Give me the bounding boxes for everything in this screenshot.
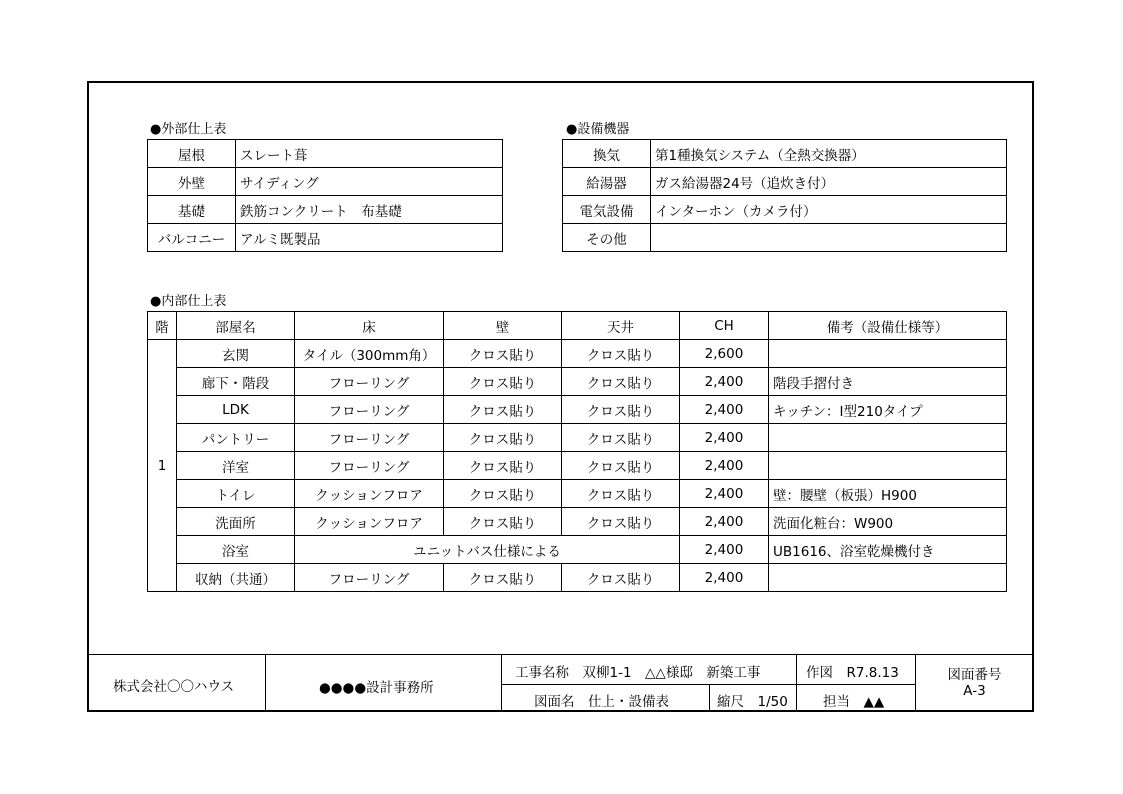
exterior-row xyxy=(148,140,503,168)
interior-row xyxy=(148,536,1007,564)
exterior-spec: 鉄筋コンクリート 布基礎 xyxy=(236,196,503,224)
title-block xyxy=(87,654,1034,712)
interior-header: 天井 xyxy=(562,312,680,340)
ceiling-height: 2,600 xyxy=(680,340,769,368)
exterior-item: 屋根 xyxy=(148,140,236,168)
floor-finish: クッションフロア xyxy=(295,508,444,536)
interior-header: CH xyxy=(680,312,769,340)
equipment-row xyxy=(563,168,1007,196)
exterior-row xyxy=(148,196,503,224)
ceiling-finish: クロス貼り xyxy=(562,424,680,452)
exterior-table xyxy=(147,139,503,252)
room-note: キッチン：I型210タイプ xyxy=(769,396,1007,424)
equipment-spec xyxy=(651,224,1007,252)
drawn-date: 作図 R7.8.13 xyxy=(806,665,899,681)
room-note xyxy=(769,340,1007,368)
exterior-spec: スレート葺 xyxy=(236,140,503,168)
drawing-number: A-3 xyxy=(963,683,986,699)
ceiling-finish: クロス貼り xyxy=(562,480,680,508)
project-name: 工事名称 双柳1-1 △△様邸 新築工事 xyxy=(515,665,761,681)
ceiling-finish: クロス貼り xyxy=(562,452,680,480)
floor-number: 1 xyxy=(148,340,177,592)
interior-row xyxy=(148,480,1007,508)
room-name: 玄関 xyxy=(177,340,295,368)
equipment-spec: ガス給湯器24号（追炊き付） xyxy=(651,168,1007,196)
exterior-spec: アルミ既製品 xyxy=(236,224,503,252)
exterior-spec: サイディング xyxy=(236,168,503,196)
staff: 担当 ▲▲ xyxy=(823,694,885,710)
interior-header: 壁 xyxy=(444,312,562,340)
floor-finish: フローリング xyxy=(295,424,444,452)
ceiling-finish: クロス貼り xyxy=(562,340,680,368)
equipment-spec: 第1種換気システム（全熱交換器） xyxy=(651,140,1007,168)
designer-name: ●●●●設計事務所 xyxy=(319,680,434,696)
exterior-item: 基礎 xyxy=(148,196,236,224)
floor-finish: フローリング xyxy=(295,564,444,592)
room-name: 洗面所 xyxy=(177,508,295,536)
room-note xyxy=(769,564,1007,592)
room-name: トイレ xyxy=(177,480,295,508)
ceiling-finish: クロス貼り xyxy=(562,564,680,592)
exterior-item: バルコニー xyxy=(148,224,236,252)
room-note: 階段手摺付き xyxy=(769,368,1007,396)
ceiling-height: 2,400 xyxy=(680,368,769,396)
interior-row xyxy=(148,368,1007,396)
exterior-row xyxy=(148,224,503,252)
equipment-row xyxy=(563,196,1007,224)
exterior-item: 外壁 xyxy=(148,168,236,196)
floor-finish: フローリング xyxy=(295,452,444,480)
interior-row xyxy=(148,508,1007,536)
room-name: 洋室 xyxy=(177,452,295,480)
room-note: 壁：腰壁（板張）H900 xyxy=(769,480,1007,508)
equipment-row xyxy=(563,224,1007,252)
room-name: 廊下・階段 xyxy=(177,368,295,396)
room-note xyxy=(769,424,1007,452)
wall-finish: クロス貼り xyxy=(444,340,562,368)
ceiling-height: 2,400 xyxy=(680,508,769,536)
wall-finish: クロス貼り xyxy=(444,480,562,508)
ceiling-finish: クロス貼り xyxy=(562,508,680,536)
merged-finish: ユニットバス仕様による xyxy=(295,536,680,564)
equipment-title: ●設備機器 xyxy=(566,122,630,137)
scale: 縮尺 1/50 xyxy=(717,694,788,710)
interior-title: ●内部仕上表 xyxy=(150,294,227,309)
ceiling-height: 2,400 xyxy=(680,480,769,508)
equipment-item: 換気 xyxy=(563,140,651,168)
equipment-row xyxy=(563,140,1007,168)
room-name: LDK xyxy=(177,396,295,424)
ceiling-height: 2,400 xyxy=(680,424,769,452)
wall-finish: クロス貼り xyxy=(444,564,562,592)
ceiling-height: 2,400 xyxy=(680,396,769,424)
interior-header: 部屋名 xyxy=(177,312,295,340)
wall-finish: クロス貼り xyxy=(444,368,562,396)
room-name: 浴室 xyxy=(177,536,295,564)
wall-finish: クロス貼り xyxy=(444,396,562,424)
floor-finish: クッションフロア xyxy=(295,480,444,508)
room-note: UB1616、浴室乾燥機付き xyxy=(769,536,1007,564)
interior-row xyxy=(148,564,1007,592)
floor-finish: フローリング xyxy=(295,368,444,396)
floor-finish: タイル（300mm角） xyxy=(295,340,444,368)
client-name: 株式会社〇〇ハウス xyxy=(113,679,235,695)
wall-finish: クロス貼り xyxy=(444,452,562,480)
interior-row xyxy=(148,452,1007,480)
equipment-item: 電気設備 xyxy=(563,196,651,224)
interior-row xyxy=(148,424,1007,452)
ceiling-height: 2,400 xyxy=(680,564,769,592)
room-name: パントリー xyxy=(177,424,295,452)
floor-finish: フローリング xyxy=(295,396,444,424)
exterior-title: ●外部仕上表 xyxy=(150,122,227,137)
room-name: 収納（共通） xyxy=(177,564,295,592)
ceiling-finish: クロス貼り xyxy=(562,396,680,424)
interior-table xyxy=(147,311,1007,592)
drawing-number-label: 図面番号 xyxy=(947,667,1002,683)
equipment-item: 給湯器 xyxy=(563,168,651,196)
ceiling-height: 2,400 xyxy=(680,452,769,480)
ceiling-height: 2,400 xyxy=(680,536,769,564)
equipment-spec: インターホン（カメラ付） xyxy=(651,196,1007,224)
interior-header: 床 xyxy=(295,312,444,340)
equipment-item: その他 xyxy=(563,224,651,252)
room-note xyxy=(769,452,1007,480)
exterior-row xyxy=(148,168,503,196)
drawing-name: 図面名 仕上・設備表 xyxy=(534,694,669,710)
wall-finish: クロス貼り xyxy=(444,508,562,536)
equipment-table xyxy=(562,139,1007,252)
interior-header: 階 xyxy=(148,312,177,340)
interior-header: 備考（設備仕様等） xyxy=(769,312,1007,340)
wall-finish: クロス貼り xyxy=(444,424,562,452)
interior-row xyxy=(148,396,1007,424)
ceiling-finish: クロス貼り xyxy=(562,368,680,396)
room-note: 洗面化粧台：W900 xyxy=(769,508,1007,536)
interior-row xyxy=(148,340,1007,368)
